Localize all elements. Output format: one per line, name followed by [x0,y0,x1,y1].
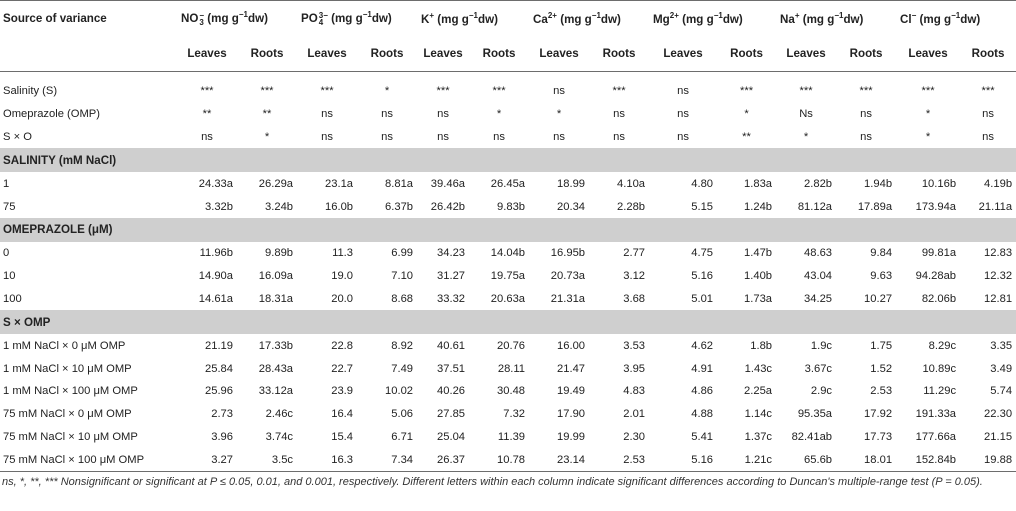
significance-cell: ns [493,130,505,143]
significance-cell: ns [321,130,333,143]
value-cell: 2.77 [623,247,646,260]
unit-text: (mg g [331,11,363,25]
significance-cell: * [925,130,931,143]
value-cell: 12.81 [984,292,1013,305]
unit-end: dw) [600,12,621,26]
row-label: 1 mM NaCl × 10 μM OMP [3,362,132,375]
value-cell: 4.86 [691,385,714,398]
value-cell: 24.33a [198,177,233,190]
value-cell: 25.84 [205,362,233,375]
value-cell: 10.89c [922,362,957,375]
value-cell: 19.49 [557,385,586,398]
value-cell: 177.66a [915,430,957,443]
significance-cell: *** [320,85,334,98]
unit-end: dw) [722,12,743,26]
leaves-header: Leaves [786,46,826,60]
ion-charge: 2+ [669,10,679,20]
value-cell: 40.26 [437,385,466,398]
value-cell: 20.76 [497,339,526,352]
value-cell: 9.84 [870,247,893,260]
value-cell: 6.71 [391,430,414,443]
ion-charge: − [199,10,205,20]
value-cell: 20.0 [331,292,354,305]
value-cell: 4.88 [691,408,714,421]
value-cell: 6.37b [385,200,414,213]
value-cell: 3.5c [237,448,297,471]
section-title: OMEPRAZOLE (μM) [0,218,1016,242]
value-cell: 1.8b [750,339,773,352]
significance-cell: ns [201,130,213,143]
significance-cell: *** [492,85,506,98]
row-label: 10 [3,270,16,283]
data-row [0,403,1016,426]
value-cell: 4.83 [623,385,646,398]
source-of-variance-header: Source of variance [0,1,177,36]
value-cell: 4.80 [691,177,714,190]
unit-text: (mg g [207,11,239,25]
value-cell: 26.29a [258,177,294,190]
value-cell: 1.40b [744,270,773,283]
row-label: 75 [3,200,16,213]
ion-header-3 [529,1,649,36]
value-cell: 7.49 [391,362,414,375]
value-cell: 5.16 [649,448,717,471]
value-cell: 16.95b [550,247,586,260]
value-cell: 21.11a [978,200,1013,213]
value-cell: 18.01 [836,448,896,471]
value-cell: 26.42b [430,200,466,213]
value-cell: 43.04 [804,270,833,283]
unit-exponent: −1 [362,10,372,20]
value-cell: 10.16b [921,177,957,190]
significance-cell: ns [677,130,689,143]
value-cell: 17.90 [557,408,586,421]
unit-text: (mg g [919,12,952,26]
value-cell: 3.49 [990,362,1013,375]
section-title: S × OMP [0,310,1016,334]
value-cell: 94.28ab [915,270,957,283]
value-cell: 65.6b [776,448,836,471]
significance-cell: ** [262,108,272,121]
ion-charge: + [794,10,800,20]
header-row-tissues [0,35,1016,72]
ion-symbol: K [421,12,430,26]
leaves-header: Leaves [423,46,463,60]
value-cell: 11.39 [497,430,526,443]
row-label: 1 [3,177,10,190]
row-label: Salinity (S) [3,85,58,98]
row-label: 1 mM NaCl × 0 μM OMP [3,339,126,352]
significance-cell: ns [321,108,333,121]
value-cell: 1.43c [744,362,773,375]
value-cell: 19.0 [331,270,354,283]
roots-header: Roots [250,46,284,60]
ion-charge: 3− [318,10,328,20]
significance-cell: * [556,108,562,121]
significance-cell: ns [437,108,449,121]
value-cell: 1.21c [717,448,776,471]
significance-cell: * [925,108,931,121]
value-cell: 28.43a [258,362,294,375]
leaves-header: Leaves [539,46,579,60]
value-cell: 2.28b [617,200,646,213]
value-cell: 3.32b [205,200,233,213]
row-label: 0 [3,247,10,260]
significance-cell: ns [982,108,994,121]
value-cell: 3.95 [623,362,646,375]
significance-cell: ns [381,108,393,121]
table-footnote: ns, *, **, *** Nonsignificant or significant at P ≤ 0.05, 0.01, and 0.001, respectively. Different letters within each column indicate significant differences according to Duncan's multiple-range test (P = 0.05). [2,476,983,488]
value-cell: 18.31a [258,292,294,305]
value-cell: 30.48 [497,385,526,398]
value-cell: 26.45a [490,177,526,190]
ion-header-1 [297,1,417,36]
significance-cell: ns [677,85,689,98]
significance-cell: ns [982,130,994,143]
unit-end: dw) [477,12,498,26]
leaves-header: Leaves [908,46,948,60]
unit-exponent: −1 [951,10,961,20]
value-cell: 16.3 [297,448,357,471]
value-cell: 16.4 [331,408,354,421]
value-cell: 2.9c [810,385,833,398]
value-cell: 173.94a [915,200,957,213]
value-cell: 3.96 [211,430,233,443]
ion-symbol: PO [301,11,318,25]
value-cell: 2.82b [804,177,833,190]
value-cell: 19.99 [557,430,586,443]
value-cell: 3.74c [265,430,294,443]
value-cell: 1.24b [744,200,773,213]
value-cell: 1.9c [810,339,833,352]
ion-header-5 [776,1,896,36]
value-cell: 48.63 [804,247,833,260]
value-cell: 33.12a [258,385,294,398]
section-header [0,148,1016,172]
row-label: 100 [3,292,22,305]
significance-cell: *** [859,85,873,98]
value-cell: 23.14 [529,448,589,471]
data-row [0,288,1016,311]
significance-cell: ns [437,130,449,143]
ion-header-2 [417,1,529,36]
value-cell: 3.35 [990,339,1013,352]
significance-cell: *** [799,85,813,98]
value-cell: 7.32 [503,408,526,421]
unit-end: dw) [960,12,981,26]
value-cell: 3.67c [804,362,833,375]
variance-row [0,72,1016,103]
significance-cell: * [264,130,270,143]
unit-exponent: −1 [238,10,248,20]
value-cell: 8.68 [391,292,414,305]
value-cell: 1.52 [870,362,893,375]
unit-end: dw) [371,11,392,25]
ion-header-6 [896,1,1016,36]
value-cell: 4.62 [691,339,714,352]
leaves-header: Leaves [663,46,703,60]
leaves-header: Leaves [187,46,227,60]
value-cell: 20.34 [557,200,586,213]
value-cell: 1.14c [744,408,773,421]
value-cell: 7.34 [357,448,417,471]
value-cell: 6.99 [391,247,414,260]
roots-header: Roots [849,46,883,60]
value-cell: 9.89b [265,247,294,260]
value-cell: 10.27 [864,292,893,305]
value-cell: 34.25 [804,292,833,305]
value-cell: 4.19b [984,177,1013,190]
significance-cell: *** [260,85,274,98]
value-cell: 19.75a [490,270,526,283]
ion-symbol: Cl [900,12,912,26]
value-cell: 3.27 [177,448,237,471]
unit-exponent: −1 [713,10,723,20]
value-cell: 11.29c [923,385,957,398]
value-cell: 5.74 [990,385,1013,398]
value-cell: 22.7 [331,362,354,375]
value-cell: 16.00 [557,339,586,352]
significance-cell: *** [612,85,626,98]
value-cell: 3.12 [623,270,646,283]
data-row [0,426,1016,449]
value-cell: 16.0b [325,200,354,213]
data-row [0,334,1016,357]
value-cell: 20.73a [550,270,586,283]
row-label: S × O [3,130,32,143]
value-cell: 99.81a [921,247,957,260]
value-cell: 1.37c [744,430,773,443]
value-cell: 3.53 [623,339,646,352]
value-cell: 17.89a [857,200,893,213]
value-cell: 10.02 [385,385,414,398]
value-cell: 8.81a [385,177,414,190]
value-cell: 17.33b [258,339,294,352]
ion-header-4 [649,1,776,36]
roots-header: Roots [602,46,636,60]
ion-charge: 2+ [547,10,557,20]
value-cell: 40.61 [437,339,466,352]
significance-cell: ** [742,130,751,143]
value-cell: 37.51 [437,362,466,375]
row-label: 75 mM NaCl × 10 μM OMP [3,430,138,443]
value-cell: 191.33a [915,408,957,421]
value-cell: 3.68 [623,292,646,305]
data-row [0,357,1016,380]
unit-exponent: −1 [468,10,478,20]
section-header [0,310,1016,334]
significance-cell: *** [981,85,995,98]
significance-cell: *** [436,85,450,98]
data-row [0,448,1016,471]
value-cell: 21.47 [557,362,586,375]
significance-cell: *** [739,85,754,98]
significance-cell: ns [381,130,393,143]
value-cell: 23.9 [331,385,354,398]
value-cell: 23.1a [325,177,354,190]
significance-cell: ns [553,85,565,98]
value-cell: 14.61a [198,292,233,305]
data-row [0,172,1016,195]
value-cell: 22.8 [331,339,354,352]
unit-text: (mg g [802,12,835,26]
value-cell: 25.96 [205,385,233,398]
value-cell: 3.24b [265,200,294,213]
value-cell: 31.27 [437,270,466,283]
significance-cell: * [384,85,390,98]
value-cell: 15.4 [331,430,354,443]
significance-cell: ** [202,108,212,121]
ion-charge: + [429,10,435,20]
value-cell: 81.12a [797,200,833,213]
ion-subscript: 4 [318,17,324,27]
significance-cell: ns [677,108,689,121]
ion-symbol: NO [181,11,199,25]
value-cell: 1.75 [870,339,893,352]
value-cell: 39.46a [430,177,466,190]
significance-cell: * [496,108,502,121]
section-title: SALINITY (mM NaCl) [0,148,1016,172]
value-cell: 17.73 [864,430,893,443]
unit-end: dw) [247,11,268,25]
value-cell: 2.73 [211,408,233,421]
value-cell: 14.90a [198,270,233,283]
value-cell: 1.47b [744,247,773,260]
data-row [0,380,1016,403]
value-cell: 4.75 [691,247,714,260]
value-cell: 2.01 [623,408,646,421]
roots-header: Roots [730,46,763,60]
value-cell: 152.84b [896,448,960,471]
value-cell: 12.83 [984,247,1013,260]
value-cell: 5.16 [691,270,714,283]
roots-header: Roots [971,46,1005,60]
value-cell: 82.41ab [791,430,833,443]
value-cell: 17.92 [864,408,893,421]
significance-cell: *** [921,85,935,98]
value-cell: 1.94b [864,177,893,190]
value-cell: 14.04b [490,247,526,260]
value-cell: 8.29c [928,339,957,352]
row-label: 1 mM NaCl × 100 μM OMP [3,385,138,398]
ion-symbol: Ca [533,12,548,26]
row-label: Omeprazole (OMP) [3,108,100,121]
value-cell: 82.06b [921,292,957,305]
data-row [0,265,1016,288]
value-cell: 21.19 [205,339,233,352]
significance-cell: ns [613,130,625,143]
unit-exponent: −1 [591,10,601,20]
unit-text: (mg g [682,12,714,26]
value-cell: 9.83b [497,200,526,213]
value-cell: 27.85 [437,408,466,421]
ion-subscript: 3 [199,17,204,27]
value-cell: 4.10a [617,177,646,190]
value-cell: 2.25a [744,385,773,398]
row-label: 75 mM NaCl × 0 μM OMP [3,408,132,421]
significance-cell: *** [200,85,214,98]
significance-cell: ns [860,108,872,121]
value-cell: 34.23 [437,247,466,260]
value-cell: 8.92 [391,339,414,352]
value-cell: 12.32 [984,270,1013,283]
data-row [0,242,1016,265]
unit-end: dw) [843,12,864,26]
unit-text: (mg g [437,12,469,26]
leaves-header: Leaves [307,46,347,60]
variance-row [0,103,1016,126]
value-cell: 2.30 [623,430,646,443]
variance-row [0,126,1016,149]
unit-exponent: −1 [834,10,844,20]
value-cell: 2.46c [265,408,294,421]
roots-header: Roots [482,46,516,60]
value-cell: 10.78 [469,448,529,471]
value-cell: 28.11 [497,362,526,375]
value-cell: 5.41 [691,430,714,443]
value-cell: 1.83a [744,177,773,190]
unit-text: (mg g [560,12,592,26]
value-cell: 33.32 [437,292,466,305]
roots-header: Roots [370,46,404,60]
significance-cell: * [803,130,809,143]
value-cell: 21.15 [984,430,1013,443]
value-cell: 19.88 [960,448,1016,471]
value-cell: 18.99 [557,177,586,190]
significance-cell: ns [613,108,625,121]
ion-header-0 [177,1,297,36]
value-cell: 2.53 [870,385,893,398]
value-cell: 5.06 [391,408,414,421]
data-row [0,195,1016,218]
value-cell: 5.01 [691,292,714,305]
section-header [0,218,1016,242]
ion-charge: − [911,10,917,20]
value-cell: 9.63 [870,270,893,283]
value-cell: 7.10 [391,270,414,283]
significance-cell: * [744,108,749,121]
significance-cell: ns [860,130,872,143]
value-cell: 11.3 [332,247,354,260]
value-cell: 16.09a [258,270,294,283]
value-cell: 26.37 [417,448,469,471]
value-cell: 22.30 [984,408,1013,421]
value-cell: 20.63a [490,292,526,305]
value-cell: 95.35a [797,408,833,421]
value-cell: 4.91 [691,362,714,375]
value-cell: 25.04 [437,430,466,443]
value-cell: 2.53 [589,448,649,471]
ion-symbol: Mg [653,12,670,26]
row-label: 75 mM NaCl × 100 μM OMP [0,448,177,471]
value-cell: 1.73a [744,292,773,305]
ion-symbol: Na [780,12,795,26]
significance-cell: ns [553,130,565,143]
value-cell: 21.31a [550,292,586,305]
significance-cell: Ns [799,108,813,121]
value-cell: 11.96b [199,247,233,260]
value-cell: 5.15 [691,200,714,213]
header-row-ions [0,1,1016,36]
